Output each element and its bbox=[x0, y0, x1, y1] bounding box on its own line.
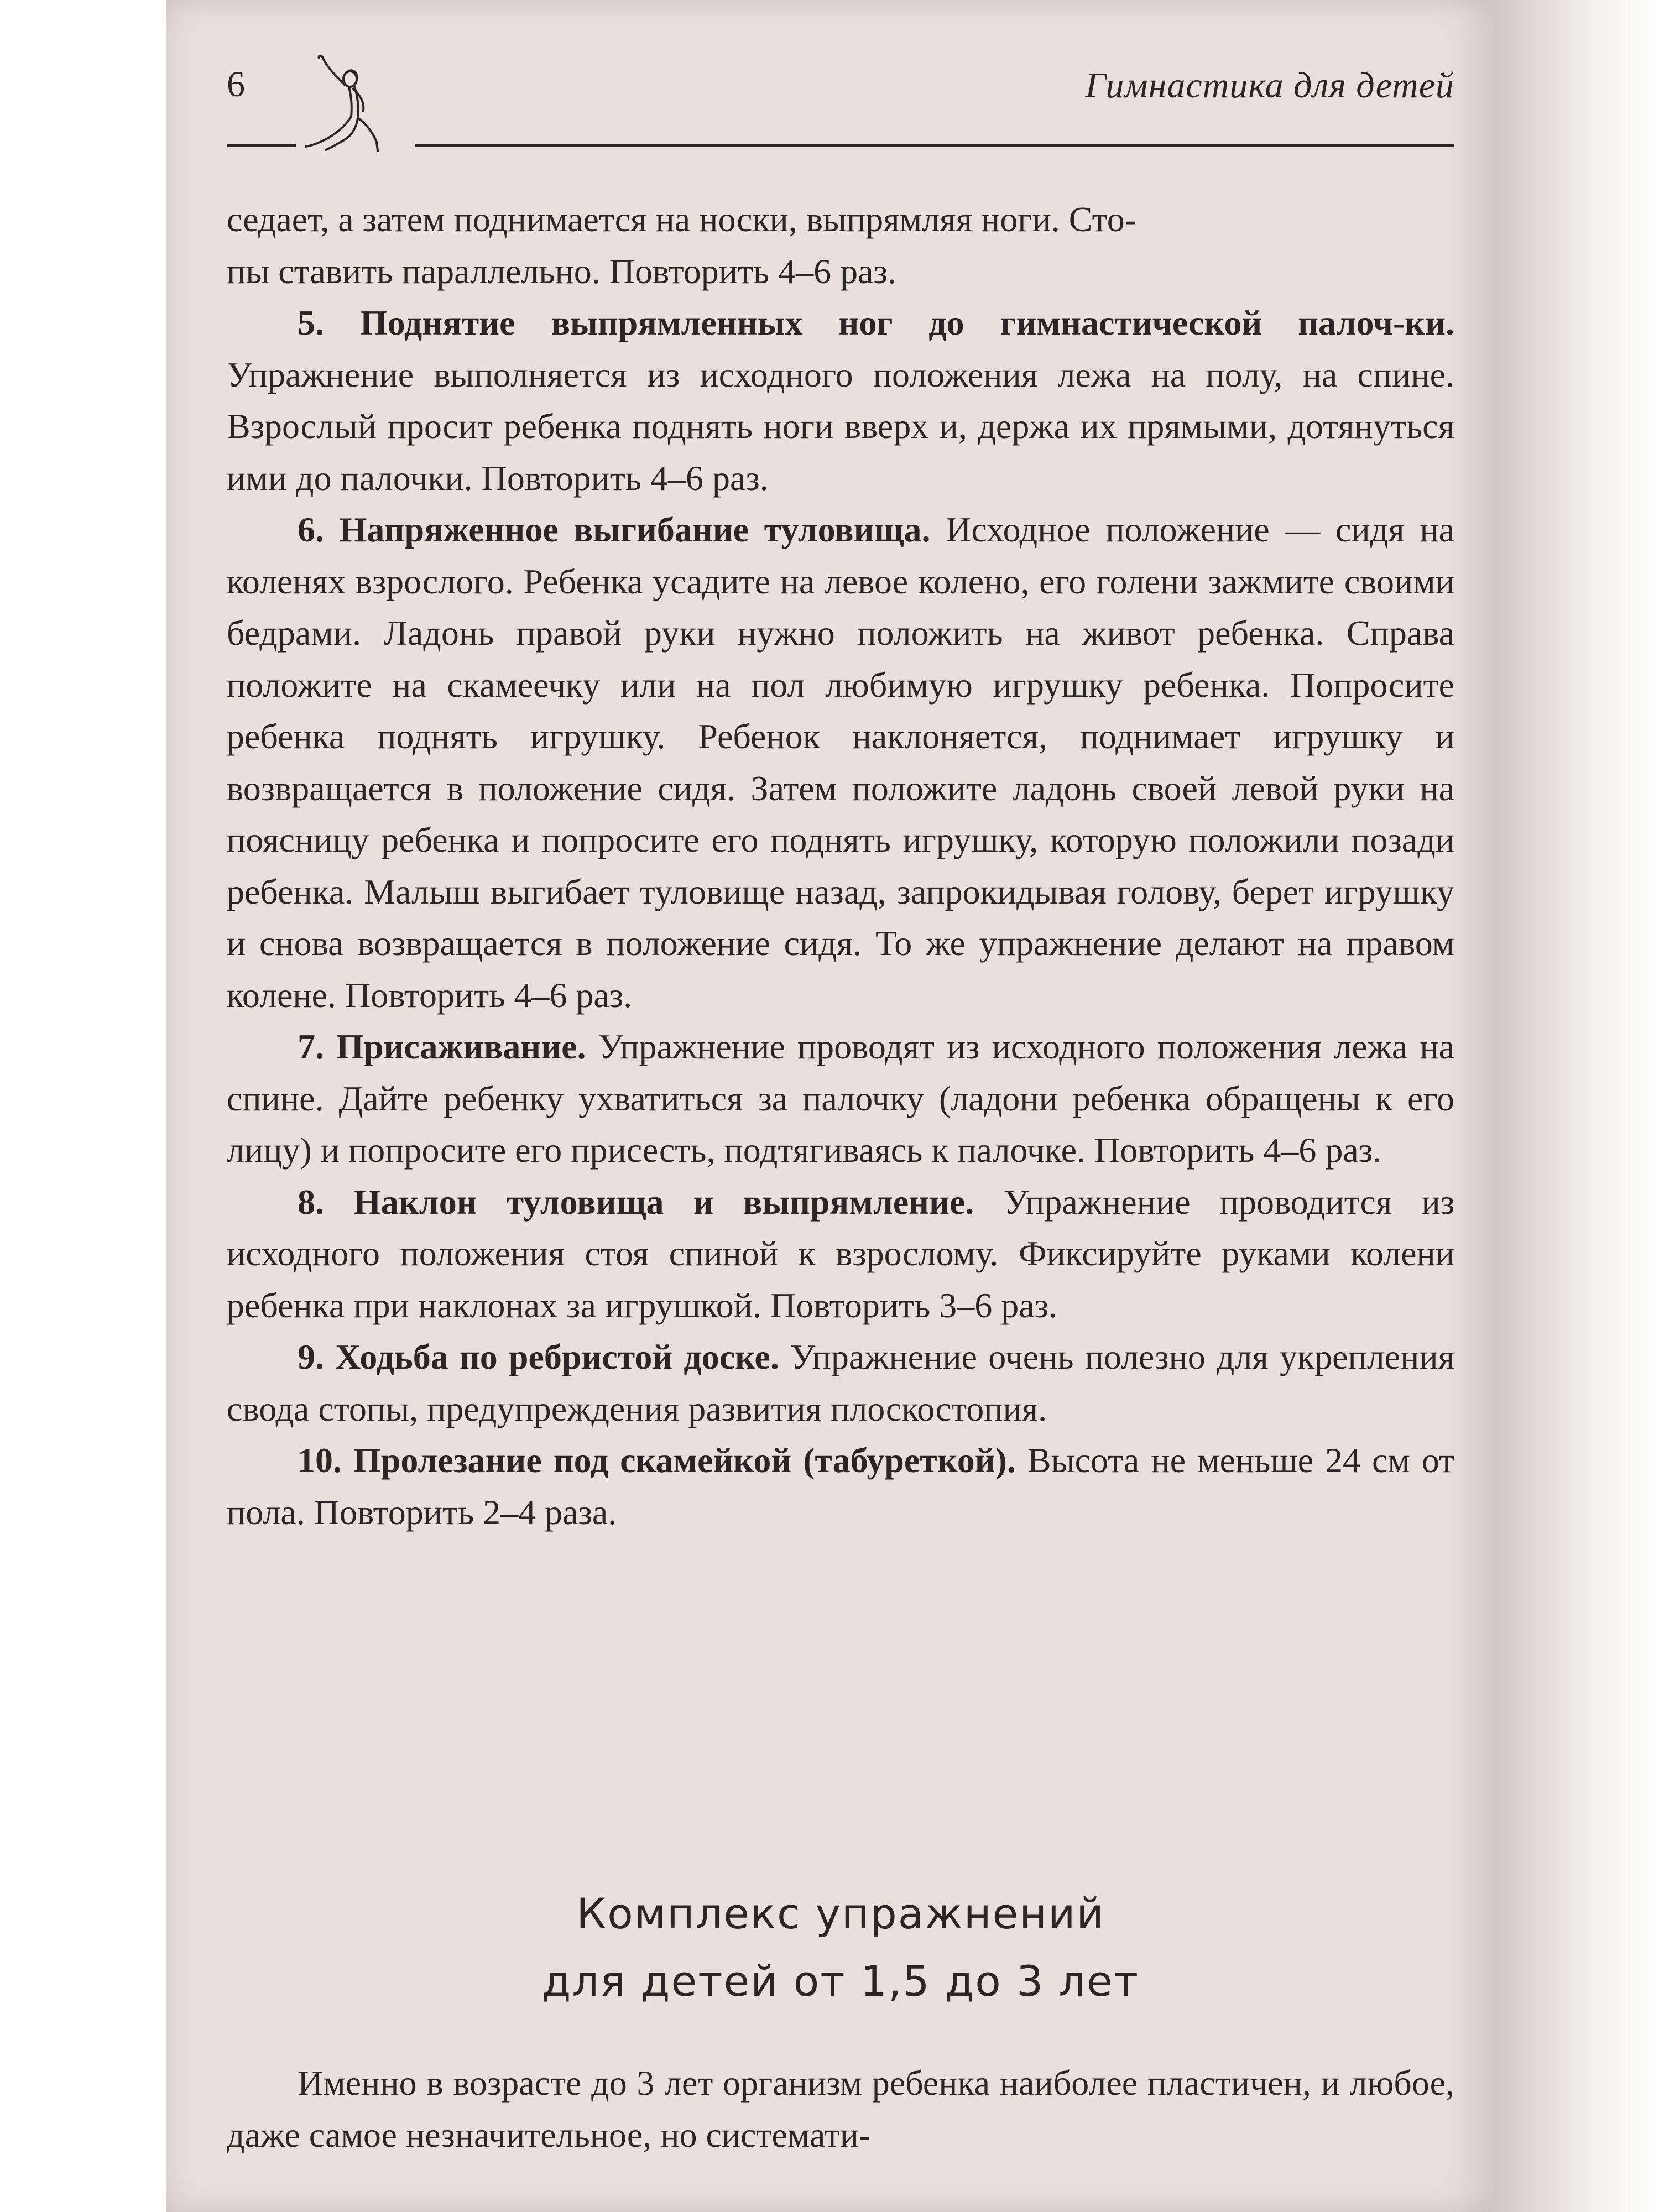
section-heading-line-1: Комплекс упражнений bbox=[576, 1889, 1105, 1938]
exercise-title: 7. Присаживание. bbox=[298, 1027, 586, 1066]
exercise-text: Упражнение проводится из исходного положения стоя спиной к взрослому. Фиксируйте руками колени ребенка при наклонах за игрушкой. Повторить 3–6 раз. bbox=[227, 1182, 1455, 1325]
exercise-text: Упражнение очень полезно для укрепления свода стопы, предупреждения развития плоскостопия. bbox=[227, 1337, 1455, 1428]
paragraph-line: седает, а затем поднимается на носки, выпрямляя ноги. Сто- bbox=[227, 200, 1137, 239]
running-title: Гимнастика для детей bbox=[1085, 65, 1454, 106]
exercise-title: 5. Поднятие выпрямленных ног до гимнастической палоч- bbox=[298, 303, 1405, 342]
exercise-title: 6. Напряженное выгибание туловища. bbox=[298, 510, 931, 549]
exercise-9 bbox=[227, 1331, 1454, 1434]
exercise-text: Упражнение проводят из исходного положения лежа на спине. Дайте ребенку ухватиться за палочку (ладони ребенка обращены к его лицу) и попросите его присесть, подтягиваясь к палочке. Повторить 4–6 раз. bbox=[227, 1027, 1455, 1170]
section-intro-paragraph: Именно в возрасте до 3 лет организм ребенка наиболее пластичен, и любое, даже самое незначительное, но системати- bbox=[227, 2063, 1454, 2154]
paragraph-continued bbox=[227, 194, 1454, 297]
book-page bbox=[166, 0, 1493, 2212]
exercise-title: 9. Ходьба по ребристой доске. bbox=[298, 1337, 779, 1376]
exercise-text: Упражнение выполняется из исходного положения лежа на полу, на спине. Взрослый просит ребенка поднять ноги вверх и, держа их прямыми, дотянуться ими до палочки. Повторить 4–6 раз. bbox=[227, 354, 1454, 498]
page-header bbox=[227, 53, 1454, 152]
exercise-6 bbox=[227, 504, 1454, 1021]
paragraph-line: пы ставить параллельно. Повторить 4–6 раз. bbox=[227, 251, 896, 291]
exercise-8 bbox=[227, 1176, 1454, 1332]
exercise-title-continued: ки. bbox=[1405, 303, 1454, 342]
exercise-7 bbox=[227, 1021, 1454, 1176]
section-heading bbox=[227, 1880, 1454, 2015]
exercise-title: 8. Наклон туловища и выпрямление. bbox=[298, 1182, 974, 1222]
exercise-10 bbox=[227, 1434, 1454, 1538]
header-rule-right bbox=[415, 144, 1454, 147]
header-rule-left bbox=[227, 144, 296, 147]
exercise-title: 10. Пролезание под скамейкой (табуреткой). bbox=[298, 1441, 1016, 1480]
body-text bbox=[227, 194, 1454, 1538]
page-number: 6 bbox=[227, 64, 245, 105]
exercise-5 bbox=[227, 297, 1454, 504]
section-heading-line-2: для детей от 1,5 до 3 лет bbox=[541, 1957, 1140, 2006]
gymnast-figure-icon bbox=[296, 53, 406, 158]
book-spine-shadow bbox=[1493, 0, 1659, 2212]
section-intro bbox=[227, 2057, 1454, 2161]
exercise-text: Исходное положение — сидя на коленях взрослого. Ребенка усадите на левое колено, его голени зажмите своими бедрами. Ладонь правой руки нужно положить на живот ребенка. Справа положите на скамеечку или на пол любимую игрушку ребенка. Попросите ребенка поднять игрушку. Ребенок наклоняется, поднимает игрушку и возвращается в положение сидя. Затем положите ладонь своей левой руки на поясницу ребенка и попросите его поднять игрушку, которую положили позади ребенка. Малыш выгибает туловище назад, запрокидывая голову, берет игрушку и снова возвращается в положение сидя. То же упражнение делают на правом колене. Повторить 4–6 раз. bbox=[227, 510, 1455, 1015]
exercise-text: Высота не меньше 24 см от пола. Повторить 2–4 раза. bbox=[227, 1441, 1455, 1532]
